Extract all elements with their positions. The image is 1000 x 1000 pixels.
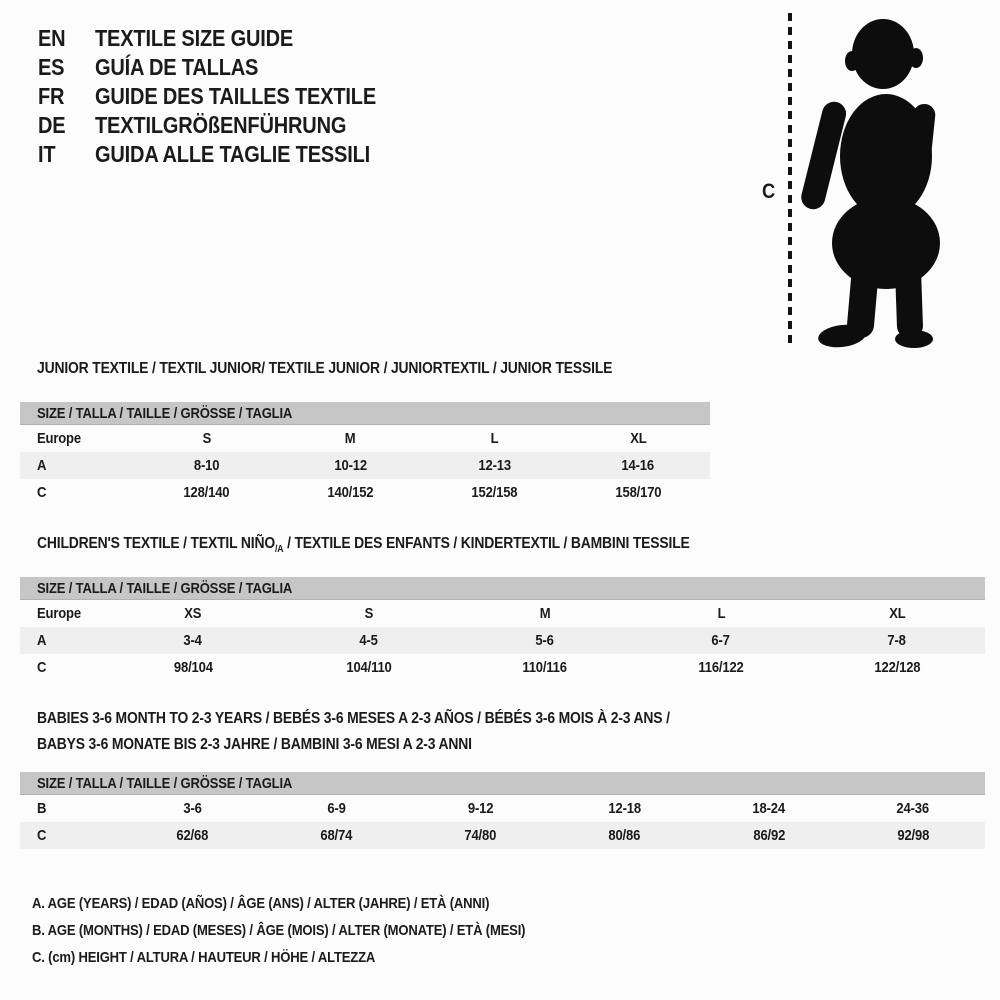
row-label: Europe xyxy=(37,605,81,622)
language-code: FR xyxy=(38,83,65,109)
age-cell: 24-36 xyxy=(896,800,930,817)
silhouette-shorts xyxy=(832,197,940,289)
age-cell: 18-24 xyxy=(752,800,786,817)
table-row-age-months xyxy=(20,795,985,822)
row-label: B xyxy=(37,800,47,817)
toddler-silhouette-figure xyxy=(800,6,960,350)
footnote-height-cm: C. (cm) HEIGHT / ALTURA / HAUTEUR / HÖHE / ALTEZZA xyxy=(32,949,376,966)
size-cell: S xyxy=(202,430,212,447)
language-row-fr xyxy=(38,82,418,111)
age-cell: 14-16 xyxy=(621,457,655,474)
babies-size-table xyxy=(20,772,985,849)
height-cell: 68/74 xyxy=(320,827,353,844)
silhouette-leg-right xyxy=(895,266,923,339)
size-header-band: SIZE / TALLA / TAILLE / GRÖSSE / TAGLIA xyxy=(20,772,985,795)
table-row-height xyxy=(20,479,710,506)
age-cell: 3-6 xyxy=(182,800,202,817)
age-cell: 6-7 xyxy=(711,632,731,649)
height-cell: 140/152 xyxy=(327,484,374,501)
language-label: TEXTILE SIZE GUIDE xyxy=(95,25,294,51)
age-cell: 8-10 xyxy=(194,457,220,474)
age-cell: 12-18 xyxy=(608,800,641,817)
height-cell: 104/110 xyxy=(346,659,392,676)
language-row-en xyxy=(38,24,418,53)
height-cell: 152/158 xyxy=(471,484,518,501)
children-table-title: CHILDREN'S TEXTILE / TEXTIL $NIÑO_{/A}$ / TEXTILE DES ENFANTS / KINDERTEXTIL / BAMBINI TESSILE xyxy=(37,535,690,555)
size-cell: XS xyxy=(184,605,202,622)
language-list xyxy=(38,24,418,169)
size-header-band: SIZE / TALLA / TAILLE / GRÖSSE / TAGLIA xyxy=(20,577,985,600)
row-label: C xyxy=(37,484,47,501)
language-row-de xyxy=(38,111,418,140)
age-cell: 3-4 xyxy=(183,632,203,649)
height-cell: 92/98 xyxy=(897,827,929,844)
language-label: GUÍA DE TALLAS xyxy=(95,54,259,80)
table-row-height xyxy=(20,822,985,849)
age-cell: 4-5 xyxy=(359,632,379,649)
size-cell: M xyxy=(345,430,356,447)
table-row-europe xyxy=(20,600,985,627)
height-cell: 110/116 xyxy=(522,659,568,676)
table-row-age xyxy=(20,627,985,654)
height-cell: 122/128 xyxy=(874,659,920,676)
language-row-it xyxy=(38,140,418,169)
size-header-band: SIZE / TALLA / TAILLE / GRÖSSE / TAGLIA xyxy=(20,402,710,425)
row-label: C xyxy=(37,659,47,676)
language-label: TEXTILGRÖßENFÜHRUNG xyxy=(95,112,347,138)
footnote-age-months: B. AGE (MONTHS) / EDAD (MESES) / ÂGE (MOIS) / ALTER (MONATE) / ETÀ (MESI) xyxy=(32,922,526,939)
row-label: C xyxy=(37,827,47,844)
table-row-europe xyxy=(20,425,710,452)
height-cell: 98/104 xyxy=(173,659,213,676)
table-row-height xyxy=(20,654,985,681)
size-cell: L xyxy=(717,605,725,622)
height-measure-dotted-line xyxy=(788,13,792,347)
silhouette-foot-right xyxy=(895,330,933,348)
language-row-es xyxy=(38,53,418,82)
size-cell: M xyxy=(539,605,551,622)
row-label: A xyxy=(37,457,47,474)
children-size-table xyxy=(20,577,985,681)
title-subscript: /A xyxy=(275,544,284,555)
footnote-age-years: A. AGE (YEARS) / EDAD (AÑOS) / ÂGE (ANS) / ALTER (JAHRE) / ETÀ (ANNI) xyxy=(32,895,490,912)
age-cell: 10-12 xyxy=(334,457,367,474)
row-label: A xyxy=(37,632,47,649)
language-code: ES xyxy=(38,54,65,80)
age-cell: 7-8 xyxy=(887,632,907,649)
age-cell: 5-6 xyxy=(535,632,555,649)
size-cell: XL xyxy=(888,605,906,622)
language-code: DE xyxy=(38,112,66,138)
height-cell: 158/170 xyxy=(615,484,662,501)
size-cell: S xyxy=(364,605,374,622)
language-code: IT xyxy=(38,141,56,167)
height-cell: 86/92 xyxy=(752,827,785,844)
height-cell: 128/140 xyxy=(183,484,230,501)
footnote-list xyxy=(32,890,599,971)
language-label: GUIDA ALLE TAGLIE TESSILI xyxy=(95,141,371,167)
language-label: GUIDE DES TAILLES TEXTILE xyxy=(95,83,377,109)
height-cell: 116/122 xyxy=(698,659,744,676)
size-cell: XL xyxy=(629,430,647,447)
age-cell: 9-12 xyxy=(467,800,494,817)
height-measure-label: C xyxy=(761,180,775,203)
height-cell: 62/68 xyxy=(176,827,208,844)
babies-table-title-line2: BABYS 3-6 MONATE BIS 2-3 JAHRE / BAMBINI 3-6 MESI A 2-3 ANNI xyxy=(37,736,472,753)
junior-size-table xyxy=(20,402,710,506)
row-label: Europe xyxy=(37,430,81,447)
age-cell: 12-13 xyxy=(478,457,511,474)
language-code: EN xyxy=(38,25,66,51)
size-cell: L xyxy=(490,430,499,447)
height-cell: 80/86 xyxy=(608,827,641,844)
height-cell: 74/80 xyxy=(464,827,497,844)
babies-table-title-line1: BABIES 3-6 MONTH TO 2-3 YEARS / BEBÉS 3-6 MESES A 2-3 AÑOS / BÉBÉS 3-6 MOIS À 2-3 ANS / xyxy=(37,710,670,727)
age-cell: 6-9 xyxy=(327,800,346,817)
junior-table-title: JUNIOR TEXTILE / TEXTIL JUNIOR/ TEXTILE JUNIOR / JUNIORTEXTIL / JUNIOR TESSILE xyxy=(37,360,613,377)
silhouette-head xyxy=(852,19,914,89)
table-row-age xyxy=(20,452,710,479)
